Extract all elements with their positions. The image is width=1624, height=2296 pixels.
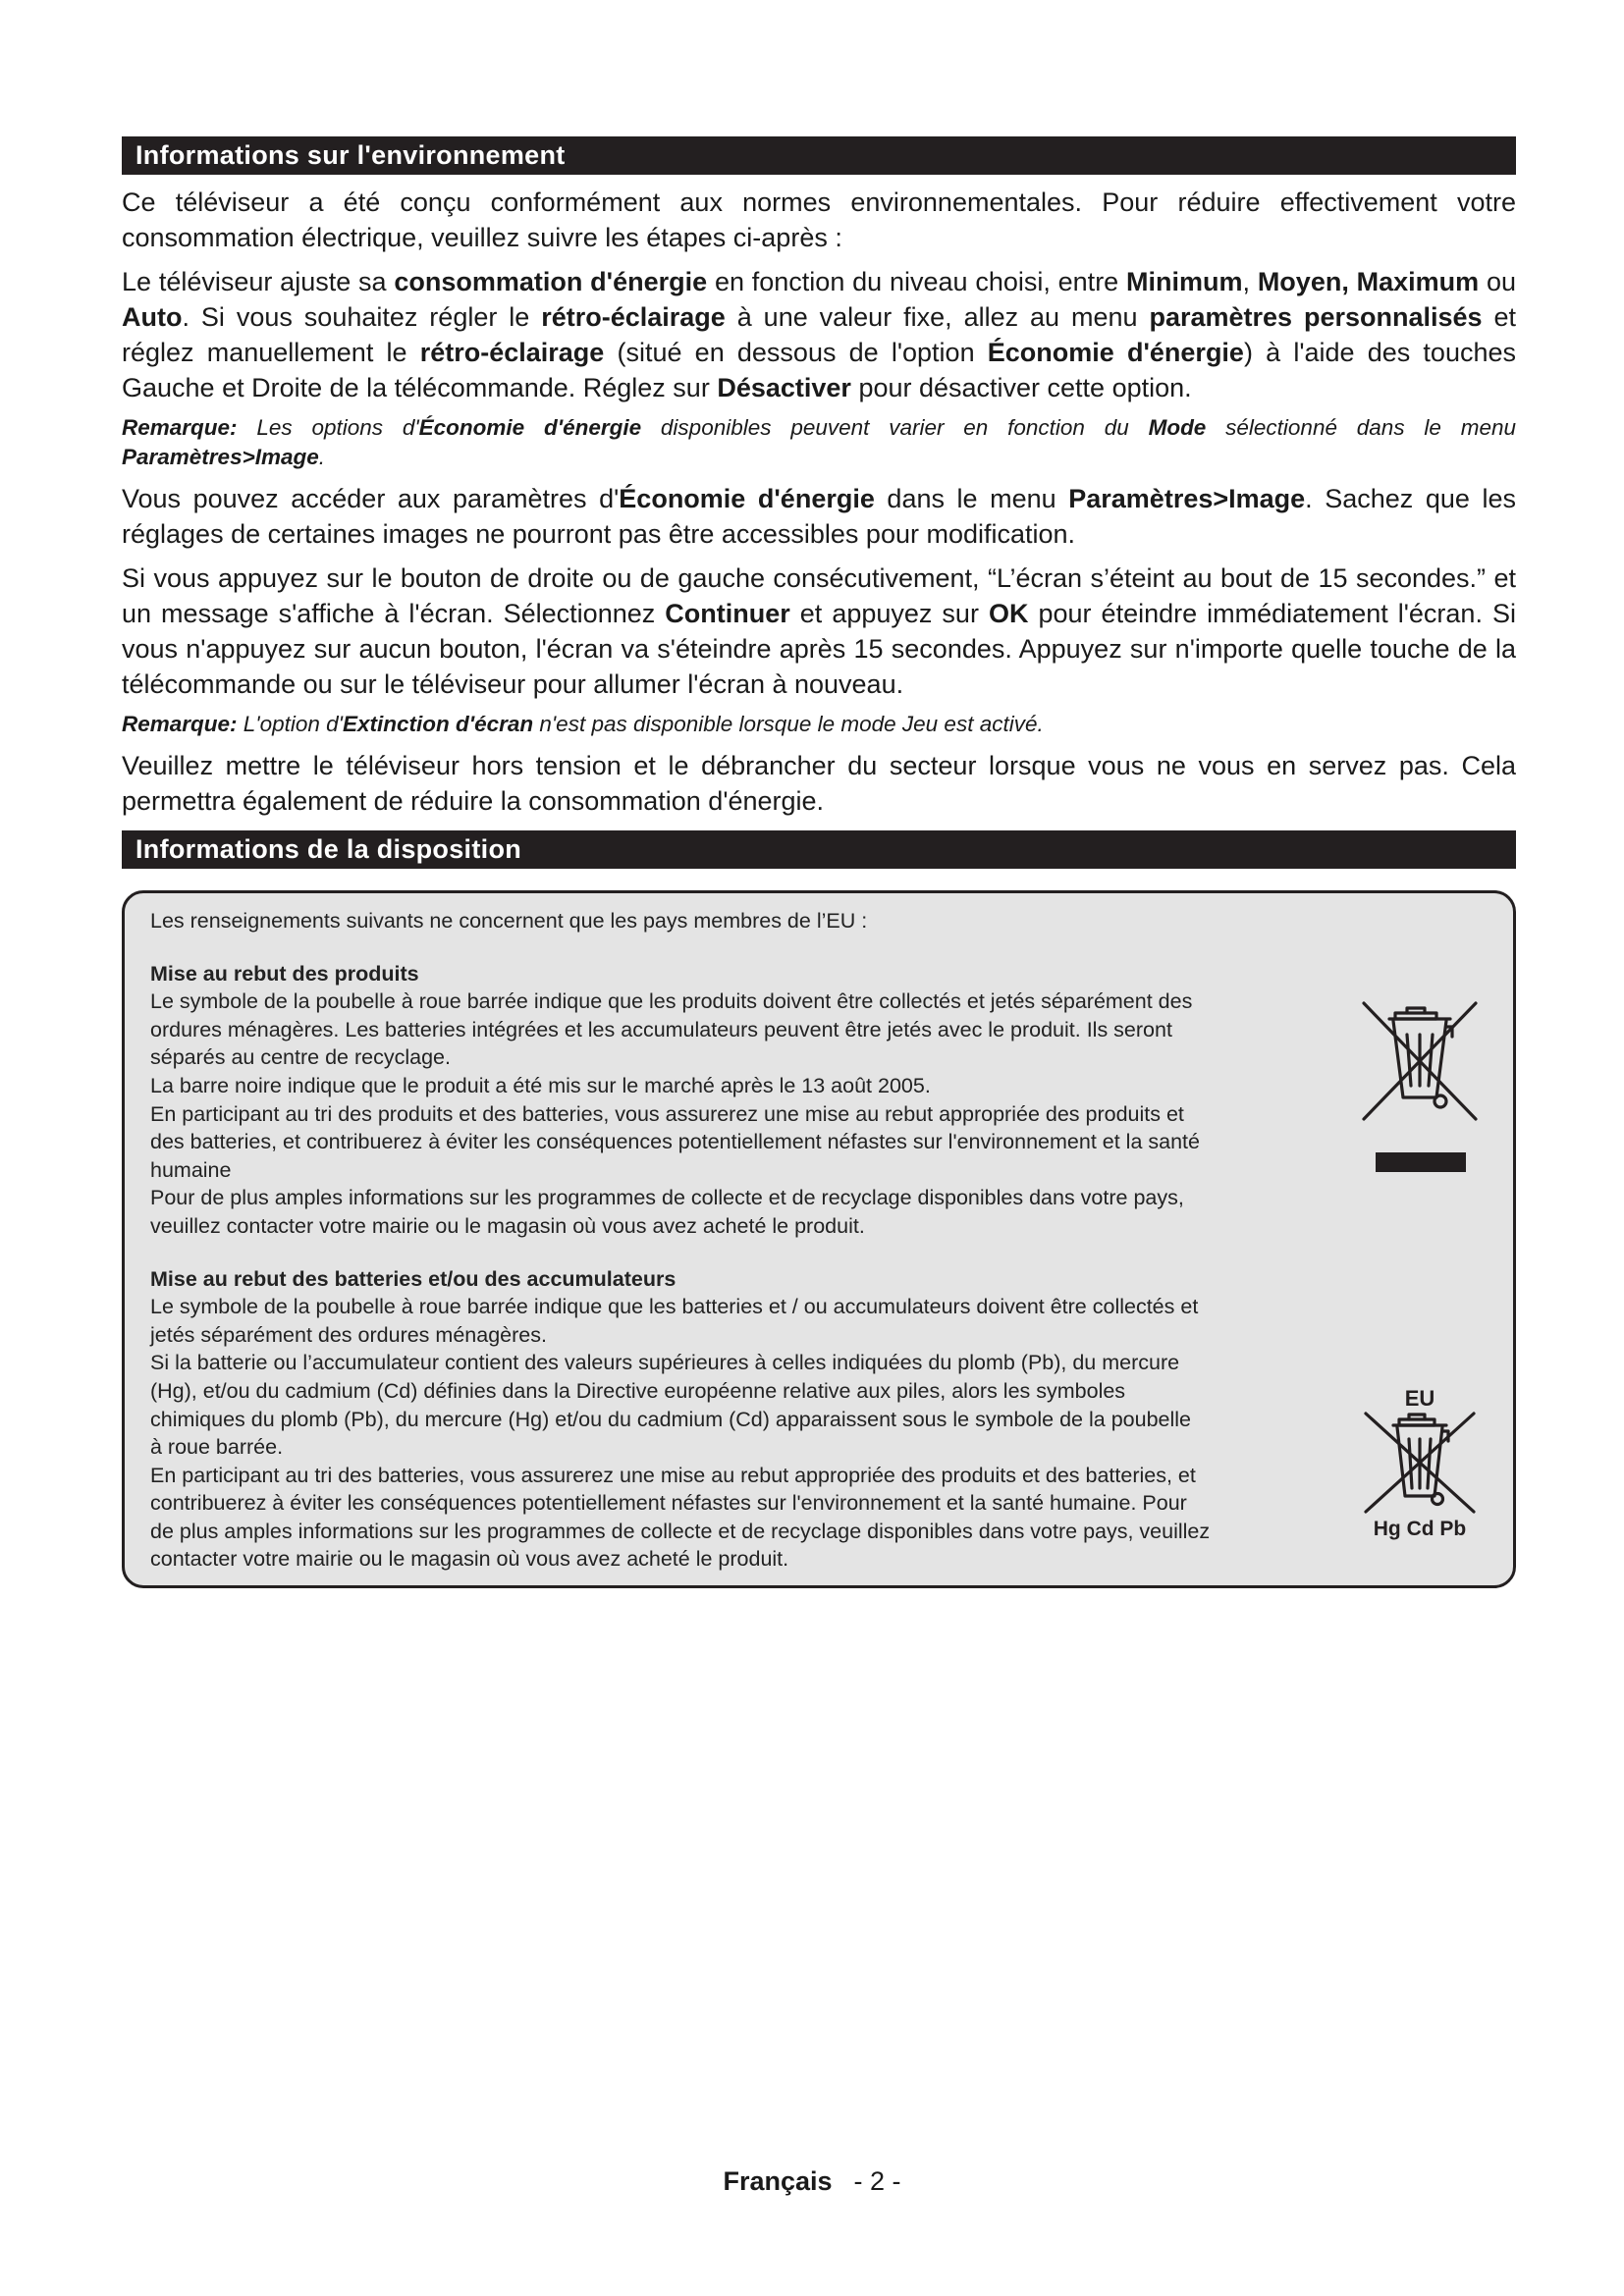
env-note-2: Remarque: L'option d'Extinction d'écran n'est pas disponible lorsque le mode Jeu est activé. — [122, 712, 1044, 736]
products-line: Le symbole de la poubelle à roue barrée indique que les produits doivent être collectés et jetés séparément des — [150, 989, 1193, 1014]
env-paragraph-3: Vous pouvez accéder aux paramètres d'Économie d'énergie dans le menu Paramètres>Image. Sachez que les réglages de certaines images ne pourront pas être accessibles pour modification. — [122, 484, 1516, 549]
batteries-line: à roue barrée. — [150, 1435, 284, 1460]
page-content — [122, 136, 1516, 1588]
products-heading: Mise au rebut des produits — [150, 961, 419, 986]
products-line: En participant au tri des produits et des batteries, vous assurerez une mise au rebut appropriée des produits et — [150, 1101, 1184, 1126]
batteries-line: contacter votre mairie ou le magasin où vous avez acheté le produit. — [150, 1547, 789, 1572]
batteries-line: jetés séparément des ordures ménagères. — [150, 1322, 547, 1347]
bin-chem-label: Hg Cd Pb — [1373, 1518, 1467, 1540]
products-line: veuillez contacter votre mairie ou le magasin où vous avez acheté le produit. — [150, 1213, 865, 1238]
disposal-text — [150, 907, 1380, 1574]
disposal-section-title: Informations de la disposition — [122, 830, 1516, 869]
footer-page-number: - 2 - — [853, 2166, 901, 2196]
products-line: ordures ménagères. Les batteries intégrées et les accumulateurs peuvent être jetés avec le produit. Ils seront — [150, 1017, 1172, 1041]
disposal-info-box — [122, 890, 1516, 1588]
env-paragraph-1: Ce téléviseur a été conçu conformément aux normes environnementales. Pour réduire effectivement votre consommation électrique, veuillez suivre les étapes ci-après : — [122, 187, 1516, 252]
footer-language: Français — [723, 2166, 833, 2196]
batteries-line: contribuerez à éviter les conséquences potentiellement néfastes sur l'environnement et la santé humaine. Pour — [150, 1491, 1187, 1516]
batteries-line: chimiques du plomb (Pb), du mercure (Hg) et/ou du cadmium (Cd) apparaissent sous le symbole de la poubelle — [150, 1407, 1191, 1431]
batteries-line: Si la batterie ou l’accumulateur contient des valeurs supérieures à celles indiquées du plomb (Pb), du mercure — [150, 1351, 1180, 1375]
env-section-title: Informations sur l'environnement — [122, 136, 1516, 175]
crossed-wheelie-bin-icon — [1356, 991, 1484, 1178]
products-line: séparés au centre de recyclage. — [150, 1045, 451, 1070]
bin-eu-label: EU — [1404, 1386, 1435, 1411]
products-line: Pour de plus amples informations sur les programmes de collecte et de recyclage disponibles dans votre pays, — [150, 1186, 1184, 1210]
disposal-intro: Les renseignements suivants ne concernent que les pays membres de l’EU : — [150, 909, 868, 933]
page-footer — [0, 2164, 1624, 2198]
env-paragraph-2: Le téléviseur ajuste sa consommation d'énergie en fonction du niveau choisi, entre Minimum, Moyen, Maximum ou Auto. Si vous souhaitez régler le rétro-éclairage à une valeur fixe, allez au menu paramètres personnalisés et réglez manuellement le rétro-éclairage (situé en dessous de l'option Économie d'énergie) à l'aide des touches Gauche et Droite de la télécommande. Réglez sur Désactiver pour désactiver cette option. — [122, 267, 1516, 402]
batteries-line: En participant au tri des batteries, vous assurerez une mise au rebut appropriée des produits et des batteries, et — [150, 1463, 1196, 1487]
batteries-line: de plus amples informations sur les programmes de collecte et de recyclage disponibles dans votre pays, veuillez — [150, 1519, 1211, 1543]
batteries-line: Le symbole de la poubelle à roue barrée indique que les batteries et / ou accumulateurs doivent être collectés et — [150, 1295, 1199, 1319]
batteries-line: (Hg), et/ou du cadmium (Cd) définies dans la Directive européenne relative aux piles, alors les symboles — [150, 1378, 1126, 1403]
products-line: des batteries, et contribuerez à éviter les conséquences potentiellement néfastes sur l'environnement et la santé — [150, 1130, 1200, 1154]
crossed-wheelie-bin-eu-icon — [1356, 1386, 1484, 1543]
batteries-heading: Mise au rebut des batteries et/ou des accumulateurs — [150, 1266, 677, 1291]
env-paragraph-4: Si vous appuyez sur le bouton de droite ou de gauche consécutivement, “L’écran s’éteint au bout de 15 secondes.” et un message s'affiche à l'écran. Sélectionnez Continuer et appuyez sur OK pour éteindre immédiatement l'écran. Si vous n'appuyez sur aucun bouton, l'écran va s'éteindre après 15 secondes. Appuyez sur n'importe quelle touche de la télécommande ou sur le téléviseur pour allumer l'écran à nouveau. — [122, 563, 1516, 699]
env-paragraph-5: Veuillez mettre le téléviseur hors tension et le débrancher du secteur lorsque vous ne vous en servez pas. Cela permettra également de réduire la consommation d'énergie. — [122, 751, 1516, 816]
env-note-1: Remarque: Les options d'Économie d'énergie disponibles peuvent varier en fonction du Mode sélectionné dans le menu Paramètres>Image. — [122, 415, 1516, 469]
products-line: humaine — [150, 1157, 232, 1182]
products-line: La barre noire indique que le produit a été mis sur le marché après le 13 août 2005. — [150, 1073, 931, 1097]
